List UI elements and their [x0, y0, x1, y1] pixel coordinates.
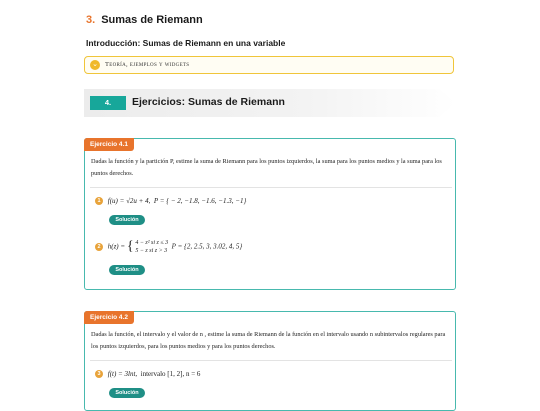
solution-button[interactable]: Solución: [109, 215, 145, 225]
exercise-tag: Ejercicio 4.1: [84, 138, 134, 151]
exercise-tag: Ejercicio 4.2: [84, 311, 134, 324]
item-parameter: P = {2, 2.5, 3, 3.02, 4, 5}: [171, 242, 243, 251]
divider: [90, 360, 452, 361]
item-number: 1: [95, 197, 103, 205]
exercise-item: [95, 239, 242, 255]
item-number: 2: [95, 243, 103, 251]
divider: [90, 187, 452, 188]
item-parameter: P = { − 2, −1.8, −1.6, −1.3, −1}: [153, 197, 247, 205]
exercise-item: [95, 197, 246, 205]
solution-button[interactable]: Solución: [109, 388, 145, 398]
section-title: [86, 14, 203, 26]
case-1: 4 − z² si z ≤ 3: [135, 240, 169, 246]
exercise-card-4-2: [84, 311, 456, 411]
exercise-item: [95, 370, 200, 378]
item-parameter: intervalo [1, 2], n = 6: [140, 370, 201, 378]
section-number: 3.: [86, 14, 96, 26]
exercise-statement: Dadas la función, el intervalo y el valor de n , estime la suma de Riemann de la función en el intervalo usando n subintervalos regulares para los puntos izquierdos, para los puntos medios y para los puntos derechos.: [91, 331, 446, 350]
section-title-text: Sumas de Riemann: [101, 14, 203, 26]
piecewise-brace: {: [126, 239, 134, 254]
chevron-down-icon: ⌄: [90, 60, 100, 70]
notice-text: Teoría, ejemplos y widgets: [105, 61, 190, 68]
exercise-statement: Dadas la función y la partición P, estime la suma de Riemann para los puntos izquierdos, la suma para los puntos medios y la suma para los puntos derechos.: [91, 158, 442, 177]
banner-title: Ejercicios: Sumas de Riemann: [132, 96, 285, 108]
item-function: f(u) = √2u + 4,: [107, 197, 151, 205]
solution-button[interactable]: Solución: [109, 265, 145, 275]
exercises-banner: [84, 89, 456, 117]
item-function: f(t) = 3lnt,: [107, 370, 138, 378]
case-2: 5 − z si z > 3: [135, 248, 168, 254]
item-function: h(z) =: [107, 242, 126, 251]
piecewise-cases: [135, 239, 168, 255]
theory-notice[interactable]: [84, 56, 454, 74]
exercise-card-4-1: [84, 138, 456, 290]
item-number: 3: [95, 370, 103, 378]
subsection-title[interactable]: Introducción: Sumas de Riemann en una variable: [86, 38, 286, 48]
banner-number: 4.: [90, 96, 126, 110]
